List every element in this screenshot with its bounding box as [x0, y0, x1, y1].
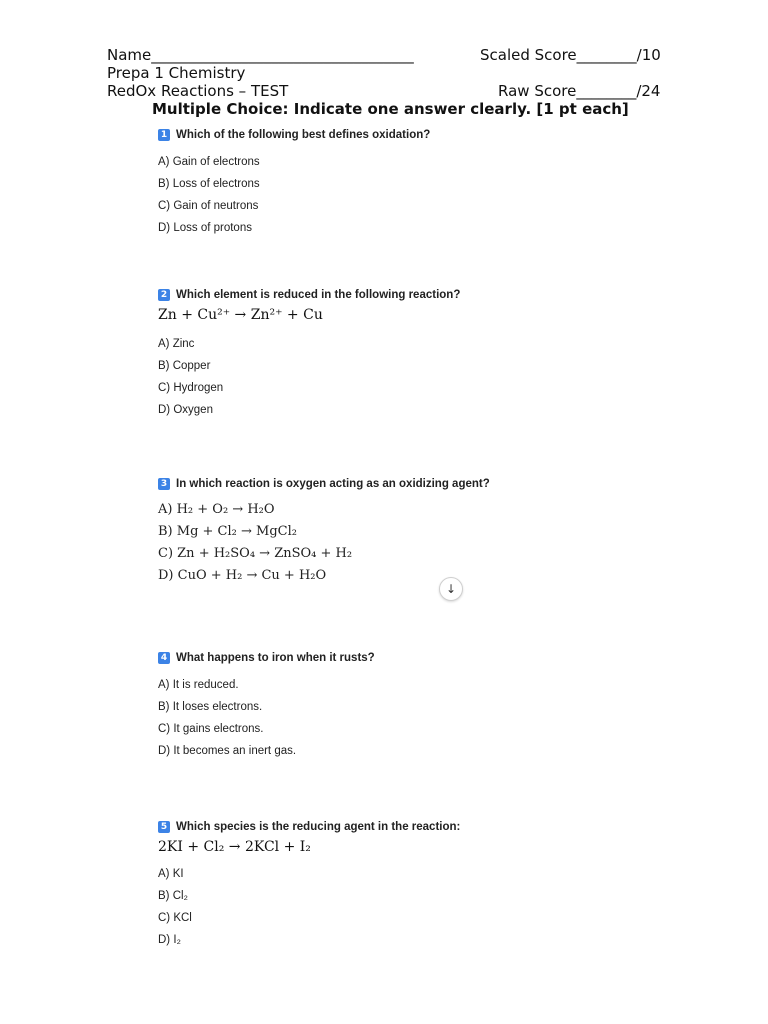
- answer-option-text: D) CuO + H₂ → Cu + H₂O: [158, 568, 327, 583]
- question-5: [158, 819, 460, 951]
- reaction-equation: Zn + Cu²⁺ → Zn²⁺ + Cu: [158, 307, 323, 323]
- answer-option[interactable]: [158, 543, 490, 565]
- question-text: In which reaction is oxygen acting as an oxidizing agent?: [176, 478, 490, 490]
- question-text: What happens to iron when it rusts?: [176, 652, 375, 664]
- question-title: [158, 650, 375, 666]
- question-title: [158, 127, 430, 143]
- answer-option[interactable]: [158, 499, 490, 521]
- question-text: Which species is the reducing agent in the reaction:: [176, 821, 461, 833]
- question-1: [158, 127, 430, 239]
- answer-option[interactable]: A) It is reduced.: [158, 679, 239, 691]
- answer-option[interactable]: B) It loses electrons.: [158, 701, 263, 713]
- answer-option-text: B) Mg + Cl₂ → MgCl₂: [158, 524, 297, 539]
- answer-option[interactable]: A) KI: [158, 868, 184, 880]
- answer-option[interactable]: B) Loss of electrons: [158, 178, 260, 190]
- answer-option[interactable]: [158, 521, 490, 543]
- answer-option[interactable]: D) I₂: [158, 934, 181, 946]
- test-title: RedOx Reactions – TEST: [107, 82, 289, 100]
- answer-options: [158, 333, 460, 421]
- question-text: Which of the following best defines oxidation?: [176, 129, 431, 141]
- reaction-equation: 2KI + Cl₂ → 2KCl + I₂: [158, 839, 311, 855]
- question-4: [158, 650, 375, 762]
- question-number-badge: 3: [158, 478, 170, 490]
- answer-option[interactable]: A) Gain of electrons: [158, 156, 260, 168]
- answer-options: [158, 151, 430, 239]
- answer-option[interactable]: C) Hydrogen: [158, 382, 224, 394]
- answer-option[interactable]: B) Cl₂: [158, 890, 189, 902]
- question-title: [158, 287, 460, 303]
- answer-options: [158, 863, 460, 951]
- instructions: Multiple Choice: Indicate one answer clearly. [1 pt each]: [152, 100, 629, 118]
- question-number-badge: 1: [158, 129, 170, 141]
- answer-options: [158, 499, 490, 587]
- answer-option[interactable]: D) Oxygen: [158, 404, 213, 416]
- question-3: [158, 476, 490, 587]
- question-number-badge: 5: [158, 821, 170, 833]
- answer-option[interactable]: D) It becomes an inert gas.: [158, 745, 297, 757]
- answer-option-text: C) Zn + H₂SO₄ → ZnSO₄ + H₂: [158, 546, 353, 561]
- answer-option[interactable]: D) Loss of protons: [158, 222, 252, 234]
- answer-option[interactable]: B) Copper: [158, 360, 211, 372]
- answer-option[interactable]: C) KCl: [158, 912, 192, 924]
- answer-option[interactable]: C) Gain of neutrons: [158, 200, 259, 212]
- raw-score-label: Raw Score________/24: [498, 82, 661, 100]
- question-text: Which element is reduced in the following reaction?: [176, 289, 461, 301]
- question-number-badge: 2: [158, 289, 170, 301]
- course-name: Prepa 1 Chemistry: [107, 64, 246, 82]
- answer-option-text: A) H₂ + O₂ → H₂O: [158, 502, 275, 517]
- question-2: [158, 287, 460, 421]
- question-number-badge: 4: [158, 652, 170, 664]
- answer-option[interactable]: C) It gains electrons.: [158, 723, 264, 735]
- arrow-down-icon: ↓: [445, 582, 457, 596]
- answer-options: [158, 674, 375, 762]
- name-field-label: Name___________________________________: [107, 46, 414, 64]
- question-title: [158, 819, 460, 835]
- answer-option[interactable]: A) Zinc: [158, 338, 195, 350]
- scroll-down-button[interactable]: [439, 577, 463, 601]
- question-title: [158, 476, 490, 492]
- scaled-score-label: Scaled Score________/10: [480, 46, 661, 64]
